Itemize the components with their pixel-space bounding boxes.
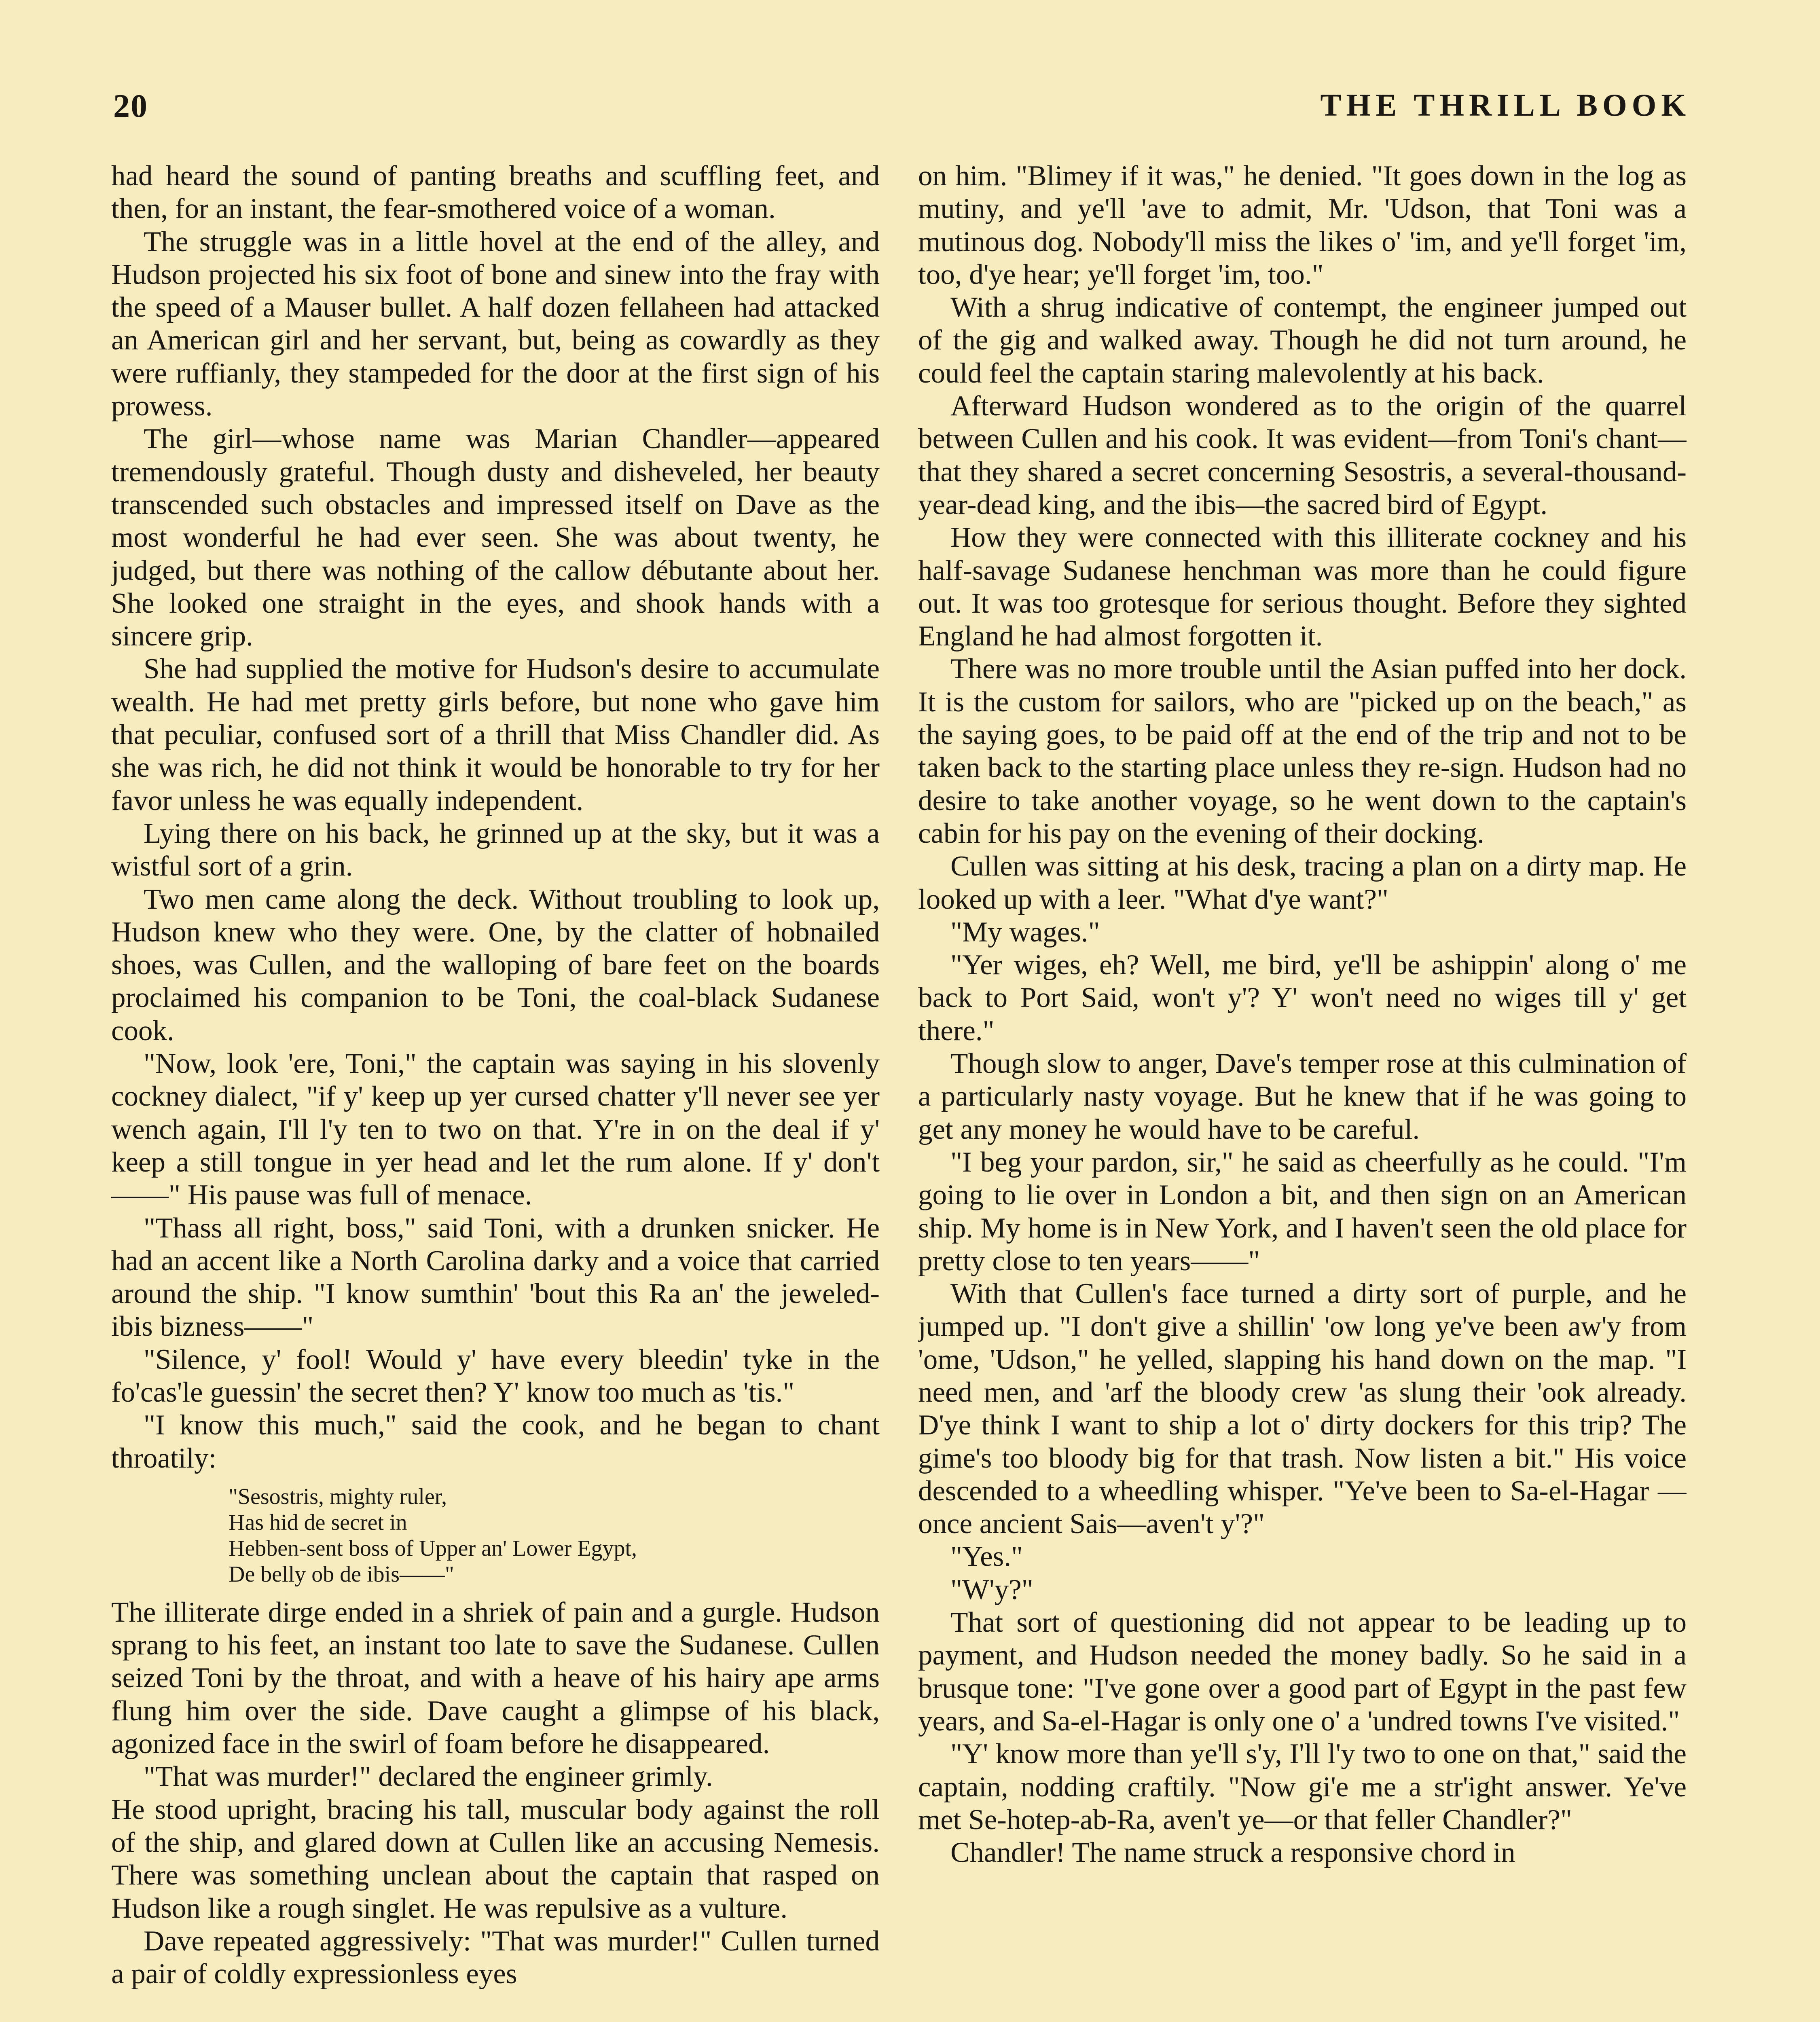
paragraph: "Yes." (950, 1541, 1023, 1573)
paragraph: "My wages." (950, 916, 1100, 948)
paragraph: "Y' know more than ye'll s'y, I'll l'y two to one on that," said the captain, nodding craftily. "Now gi'e me a str'ight answer. Ye've met Se-hotep-ab-Ra, aven't ye—or that feller Chandler?" (918, 1738, 1687, 1836)
paragraph: The struggle was in a little hovel at the end of the alley, and Hudson projected his six foot of bone and sinew into the fray with the speed of a Mauser bullet. A half dozen fellaheen had attacked an American girl and her servant, but, being as cowardly as they were ruffianly, they stampeded for the door at the first sign of his prowess. (111, 226, 880, 422)
verse-line: Hebben-sent boss of Upper an' Lower Egypt, (229, 1536, 637, 1561)
paragraph: With that Cullen's face turned a dirty sort of purple, and he jumped up. "I don't give a shillin' 'ow long ye've been aw'y from 'ome, 'Udson," he yelled, slapping his hand down on the map. "I need men, and 'arf the bloody crew 'as slung their 'ook already. D'ye think I want to ship a lot o' dirty dockers for this trip? The gime's too bloody big for that trash. Now listen a bit." His voice descended to a wheedling whisper. "Ye've been to Sa-el-Hagar —once ancient Sais—aven't y'?" (918, 1278, 1687, 1540)
paragraph: "I beg your pardon, sir," he said as cheerfully as he could. "I'm going to lie over in London a bit, and then sign on an American ship. My home is in New York, and I haven't seen the old place for pretty close to ten years——" (918, 1146, 1687, 1277)
verse-line: Has hid de secret in (229, 1510, 407, 1535)
verse-line: "Sesostris, mighty ruler, (229, 1484, 447, 1509)
paragraph: The illiterate dirge ended in a shriek of pain and a gurgle. Hudson sprang to his feet, an instant too late to save the Sudanese. Cullen seized Toni by the throat, and with a heave of his hairy ape arms flung him over the side. Dave caught a glimpse of his black, agonized face in the swirl of foam before he disappeared. (111, 1596, 880, 1760)
paragraph: That sort of questioning did not appear to be leading up to payment, and Hudson needed the money badly. So he said in a brusque tone: "I've gone over a good part of Egypt in the past few years, and Sa-el-Hagar is only one o' a 'undred towns I've visited." (918, 1607, 1687, 1737)
page-header (113, 87, 1691, 135)
paragraph: on him. "Blimey if it was," he denied. "It goes down in the log as mutiny, and ye'll 'ave to admit, Mr. 'Udson, that Toni was a mutinous dog. Nobody'll miss the likes o' 'im, and ye'll forget 'im, too, d'ye hear; ye'll forget 'im, too." (918, 160, 1687, 290)
paragraph: "I know this much," said the cook, and he began to chant throatily: (111, 1409, 880, 1474)
paragraph: There was no more trouble until the Asian puffed into her dock. It is the custom for sailors, who are "picked up on the beach," as the saying goes, to be paid off at the end of the trip and not to be taken back to the starting place unless they re-sign. Hudson had no desire to take another voyage, so he went down to the captain's cabin for his pay on the evening of their docking. (918, 653, 1687, 849)
paragraph: He stood upright, bracing his tall, muscular body against the roll of the ship, and glared down at Cullen like an accusing Nemesis. There was something unclean about the captain that rasped on Hudson like a rough singlet. He was repulsive as a vulture. (111, 1794, 880, 1924)
verse-line: De belly ob de ibis——" (229, 1561, 454, 1587)
page-number: 20 (113, 87, 148, 124)
paragraph: With a shrug indicative of contempt, the engineer jumped out of the gig and walked away. Though he did not turn around, he could feel the captain staring malevolently at his back. (918, 292, 1687, 389)
paragraph: Though slow to anger, Dave's temper rose at this culmination of a particularly nasty voyage. But he knew that if he was going to get any money he would have to be careful. (918, 1048, 1687, 1145)
paragraph: had heard the sound of panting breaths and scuffling feet, and then, for an instant, the fear-smothered voice of a woman. (111, 160, 880, 225)
running-title: THE THRILL BOOK (1320, 87, 1691, 123)
paragraph: "Yer wiges, eh? Well, me bird, ye'll be ashippin' along o' me back to Port Said, won't y'? Y' won't need no wiges till y' get there." (918, 949, 1687, 1047)
paragraph: Chandler! The name struck a responsive chord in (950, 1837, 1515, 1869)
paragraph: The girl—whose name was Marian Chandler—appeared tremendously grateful. Though dusty and disheveled, her beauty transcended such obstacles and impressed itself on Dave as the most wonderful he had ever seen. She was about twenty, he judged, but there was nothing of the callow débutante about her. She looked one straight in the eyes, and shook hands with a sincere grip. (111, 423, 880, 652)
paragraph: Lying there on his back, he grinned up at the sky, but it was a wistful sort of a grin. (111, 817, 880, 882)
paragraph: "W'y?" (950, 1574, 1033, 1605)
paragraph: Two men came along the deck. Without troubling to look up, Hudson knew who they were. One, by the clatter of hobnailed shoes, was Cullen, and the walloping of bare feet on the boards proclaimed his companion to be Toni, the coal-black Sudanese cook. (111, 883, 880, 1047)
paragraph: She had supplied the motive for Hudson's desire to accumulate wealth. He had met pretty girls before, but none who gave him that peculiar, confused sort of a thrill that Miss Chandler did. As she was rich, he did not think it would be honorable to try for her favor unless he was equally independent. (111, 653, 880, 816)
paragraph: "Now, look 'ere, Toni," the captain was saying in his slovenly cockney dialect, "if y' keep up yer cursed chatter y'll never see yer wench again, I'll l'y ten to two on that. Y're in on the deal if y' keep a still tongue in yer head and let the rum alone. If y' don't——" His pause was full of menace. (111, 1048, 880, 1211)
paragraph: How they were connected with this illiterate cockney and his half-savage Sudanese henchman was more than he could figure out. It was too grotesque for serious thought. Before they sighted England he had almost forgotten it. (918, 522, 1687, 652)
right-column (918, 160, 1687, 2022)
paragraph: "Thass all right, boss," said Toni, with a drunken snicker. He had an accent like a North Carolina darky and a voice that carried around the ship. "I know sumthin' 'bout this Ra an' the jeweled-ibis bizness——" (111, 1212, 880, 1343)
paragraph: "Silence, y' fool! Would y' have every bleedin' tyke in the fo'cas'le guessin' the secret then? Y' know too much as 'tis." (111, 1343, 880, 1408)
chant-verse (229, 1484, 880, 1587)
paragraph: Afterward Hudson wondered as to the origin of the quarrel between Cullen and his cook. It was evident—from Toni's chant—that they shared a secret concerning Sesostris, a several-thousand-year-dead king, and the ibis—the sacred bird of Egypt. (918, 390, 1687, 520)
left-column (111, 160, 880, 2022)
paragraph: Cullen was sitting at his desk, tracing a plan on a dirty map. He looked up with a leer. "What d'ye want?" (918, 850, 1687, 915)
paragraph: "That was murder!" declared the engineer grimly. (144, 1761, 713, 1793)
paragraph: Dave repeated aggressively: "That was murder!" Cullen turned a pair of coldly expressionless eyes (111, 1925, 880, 1990)
